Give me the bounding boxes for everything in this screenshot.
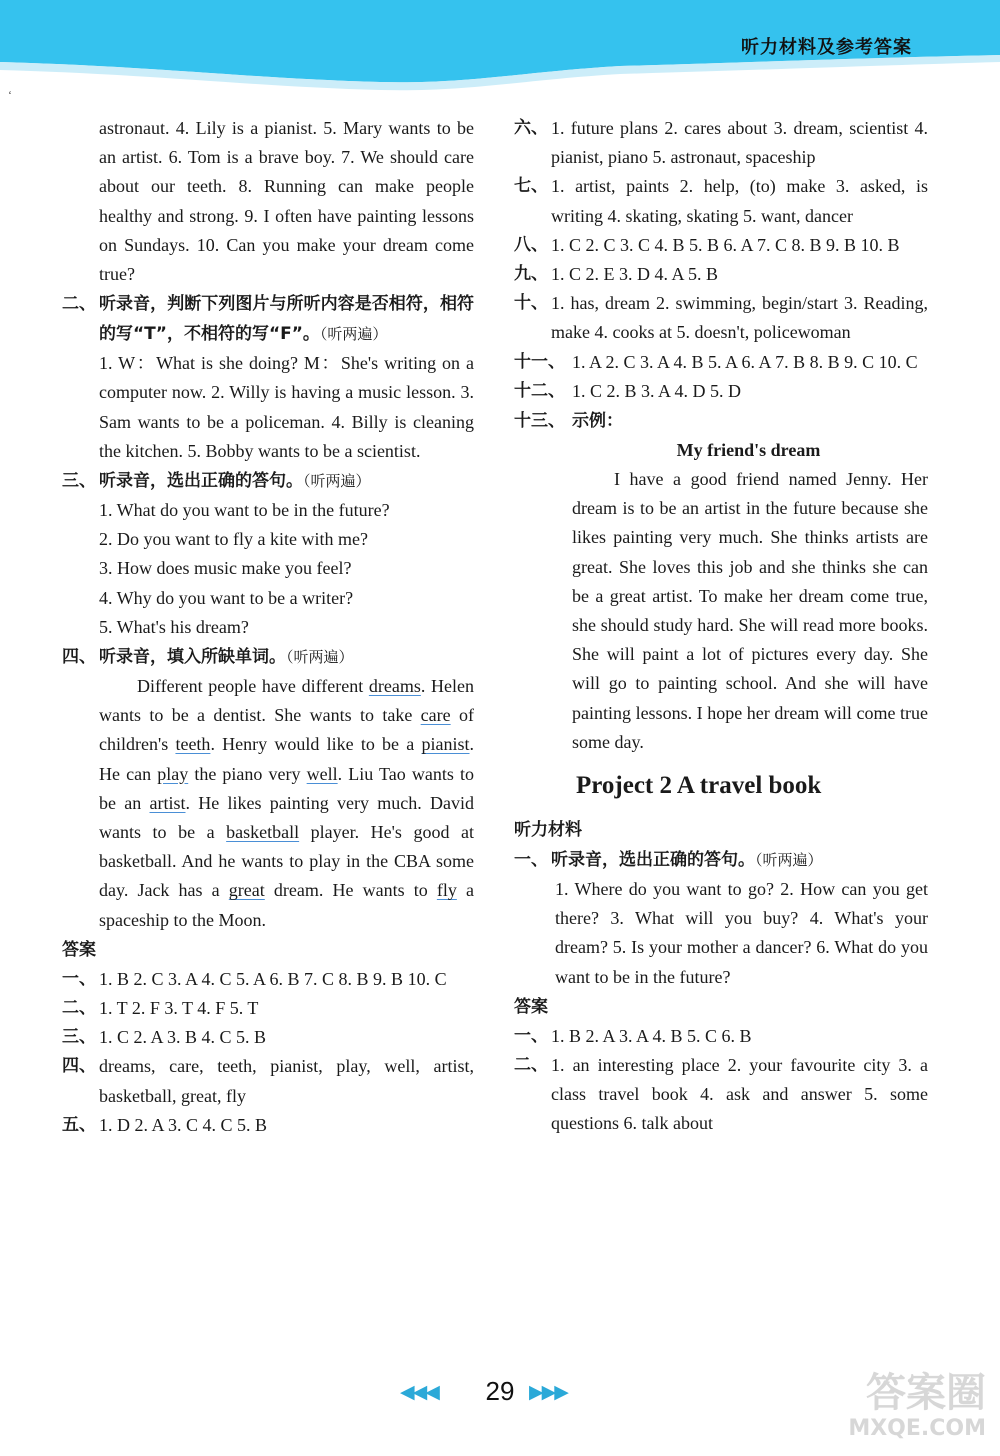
filled-word: care <box>420 705 451 726</box>
answer-label: 九、 <box>514 264 548 285</box>
watermark-url: MXQE.COM <box>848 1416 986 1441</box>
answer-text: 1. artist, paints 2. help, (to) make 3. asked, is writing 4. skating, skating 5. want, dancer <box>551 176 928 226</box>
answer-row <box>514 231 928 260</box>
left-column <box>62 114 474 1140</box>
continued-text: astronaut. 4. Lily is a pianist. 5. Mary wants to be an artist. 6. Tom is a brave boy. 7. We should care about our teeth. 8. Running can make people healthy and strong. 9. I often have painting lessons on Sundays. 10. Can you make your dream come true? <box>99 118 474 285</box>
right-column <box>514 114 928 1139</box>
filled-word: great <box>228 880 265 901</box>
section-header-2 <box>62 289 474 349</box>
answer-label: 二、 <box>514 1055 548 1076</box>
answer-text: 1. has, dream 2. swimming, begin/start 3. Reading, make 4. cooks at 5. doesn't, policewoman <box>551 293 928 343</box>
filled-word: teeth <box>175 734 211 755</box>
list-item: 2. Do you want to fly a kite with me? <box>99 529 368 550</box>
filled-word: well <box>306 763 338 784</box>
watermark-logo: 答案圈 <box>866 1370 986 1416</box>
answer-row <box>514 172 928 230</box>
section-title: 听录音，选出正确的答句。 <box>99 471 303 492</box>
answer-row <box>514 1051 928 1139</box>
answer-text: 1. B 2. A 3. A 4. B 5. C 6. B <box>551 1025 752 1046</box>
section-header-3 <box>62 466 474 496</box>
answer-label: 十、 <box>514 293 548 314</box>
section-note: （听两遍） <box>319 325 388 344</box>
answers-heading: 答案 <box>62 939 96 960</box>
essay-title: My friend's dream <box>676 440 821 461</box>
answer-row <box>514 289 928 347</box>
answer-row <box>62 994 474 1023</box>
page-header <box>0 0 1000 110</box>
section-label: 三、 <box>62 471 96 492</box>
fill-in-passage: Different people have different dreams. Helen wants to be a dentist. She wants to take care of children's teeth. Henry would like to be a pianist. He can play the piano very well. Liu Tao wants to be an artist. He likes painting very much. David wants to be a basketball player. He's good at basketball. And he wants to play in the CBA some day. Jack has a great dream. He wants to fly a spaceship to the Moon. <box>99 676 474 930</box>
section-header-p1 <box>514 845 928 875</box>
answer-text: 1. an interesting place 2. your favourite city 3. a class travel book 4. ask and answer 5. some questions 6. talk about <box>551 1055 928 1134</box>
answer-label: 一、 <box>62 968 96 989</box>
answer-text: 1. C 2. E 3. D 4. A 5. B <box>551 264 719 285</box>
answer-text: 1. C 2. B 3. A 4. D 5. D <box>572 380 742 401</box>
listening-heading: 听力材料 <box>514 820 582 841</box>
answer-label: 四、 <box>62 1056 96 1077</box>
answer-label: 一、 <box>514 1025 548 1046</box>
section-title: 听录音，填入所缺单词。 <box>99 647 286 668</box>
section-label: 四、 <box>62 647 96 668</box>
filled-word: artist <box>149 792 186 813</box>
answer-label: 十一、 <box>514 351 565 372</box>
answer-label: 二、 <box>62 998 96 1019</box>
section-note: （听两遍） <box>286 648 354 667</box>
answer-label: 五、 <box>62 1114 96 1135</box>
filled-word: play <box>157 763 189 784</box>
answer-row <box>514 114 928 172</box>
project-title: Project 2 A travel book <box>576 772 822 800</box>
answer-text: 1. D 2. A 3. C 4. C 5. B <box>99 1114 268 1135</box>
answer-row <box>514 377 928 406</box>
list-item: 5. What's his dream? <box>99 616 249 637</box>
section-header-13 <box>514 406 928 436</box>
essay-text: I have a good friend named Jenny. Her dream is to be an artist in the future because she likes painting very much. She thinks artists are great. She loves this job and she thinks she can be a great artist. To make her dream come true, she should study hard. She will read more books. She will paint a lot of pictures every day. She will go to painting school. And she will have painting lessons. I hope her dream will come true some day. <box>572 469 928 752</box>
answer-text: 1. future plans 2. cares about 3. dream, scientist 4. pianist, piano 5. astronaut, spaceship <box>551 118 928 168</box>
section-note: （听两遍） <box>303 472 371 491</box>
answer-label: 十二、 <box>514 380 565 401</box>
section-label: 十三、 <box>514 411 565 432</box>
answer-text: 1. T 2. F 3. T 4. F 5. T <box>99 998 259 1019</box>
answer-row <box>62 1023 474 1052</box>
section-2-text: 1. W：What is she doing? M：She's writing on a computer now. 2. Willy is having a music lesson. 3. Sam wants to be a policeman. 4. Billy is cleaning the kitchen. 5. Bobby wants to be a scientist. <box>99 353 474 461</box>
previous-arrows-icon[interactable]: ◀◀◀ <box>400 1381 438 1403</box>
section-title: 示例： <box>572 411 623 432</box>
section-header-4 <box>62 642 474 672</box>
watermark <box>836 1370 986 1450</box>
answer-text: 1. C 2. C 3. C 4. B 5. B 6. A 7. C 8. B 9. B 10. B <box>551 234 900 255</box>
answer-text: dreams, care, teeth, pianist, play, well, artist, basketball, great, fly <box>99 1056 474 1106</box>
answer-label: 六、 <box>514 118 548 138</box>
list-item: 4. Why do you want to be a writer? <box>99 587 354 608</box>
page-number: 29 <box>485 1376 515 1406</box>
section-label: 一、 <box>514 850 548 871</box>
answer-text: 1. B 2. C 3. A 4. C 5. A 6. B 7. C 8. B 9. B 10. C <box>99 968 447 989</box>
answer-row <box>62 1052 474 1110</box>
section-title: 听力材料及参考答案 <box>741 37 912 58</box>
next-arrows-icon[interactable]: ▶▶▶ <box>529 1381 567 1403</box>
margin-mark: ‘ <box>8 88 12 102</box>
answer-label: 八、 <box>514 234 548 255</box>
listening-text: 1. Where do you want to go? 2. How can you get there? 3. What will you buy? 4. What's your dream? 5. Is your mother a dancer? 6. What do you want to be in the future? <box>555 879 928 987</box>
section-label: 二、 <box>62 294 96 315</box>
answer-label: 七、 <box>514 176 548 197</box>
filled-word: dreams <box>368 676 421 697</box>
list-item: 3. How does music make you feel? <box>99 558 352 579</box>
filled-word: fly <box>436 880 457 901</box>
answer-text: 1. A 2. C 3. A 4. B 5. A 6. A 7. B 8. B 9. C 10. C <box>572 351 918 372</box>
answer-text: 1. C 2. A 3. B 4. C 5. B <box>99 1027 267 1048</box>
answer-row <box>514 1022 928 1051</box>
filled-word: basketball <box>226 822 300 843</box>
answers-heading: 答案 <box>514 996 548 1017</box>
section-title: 听录音，判断下列图片与所听内容是否相符，相符的写“T”，不相符的写“F”。 <box>99 294 474 345</box>
answer-row <box>62 965 474 994</box>
answer-row <box>514 348 928 377</box>
answer-row <box>514 260 928 289</box>
section-note: （听两遍） <box>755 851 823 870</box>
section-title: 听录音，选出正确的答句。 <box>551 850 755 871</box>
filled-word: pianist <box>421 734 470 755</box>
answer-label: 三、 <box>62 1027 96 1048</box>
list-item: 1. What do you want to be in the future? <box>99 500 390 521</box>
answer-row <box>62 1111 474 1140</box>
